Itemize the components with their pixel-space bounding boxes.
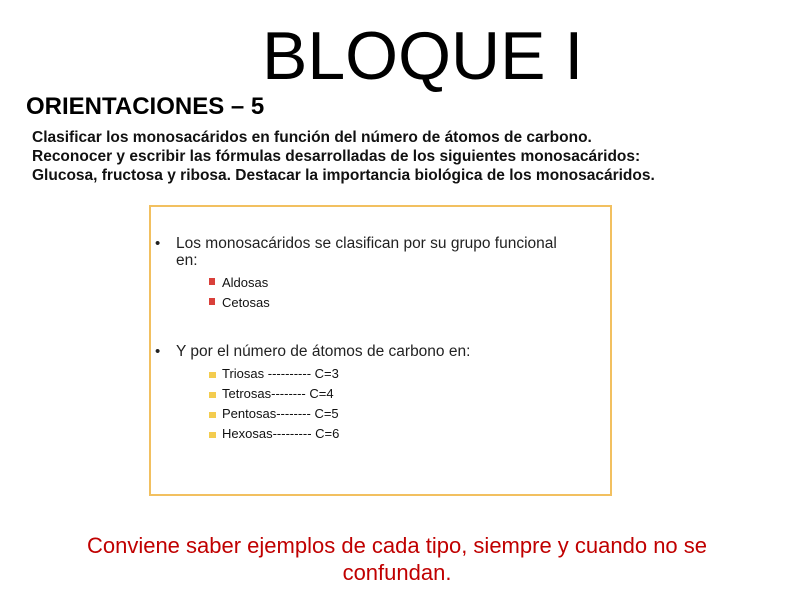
list-item xyxy=(151,384,611,404)
list-item-label: Triosas ---------- C=3 xyxy=(222,366,339,381)
square-bullet-icon xyxy=(209,372,216,378)
bullet-text: Y por el número de átomos de carbono en: xyxy=(176,343,471,360)
bullet-text-continued: en: xyxy=(176,252,198,269)
square-bullet-icon xyxy=(209,278,215,285)
intro-line: Reconocer y escribir las fórmulas desarrolladas de los siguientes monosacáridos: xyxy=(32,148,641,165)
intro-text xyxy=(32,128,782,185)
footer-line: Conviene saber ejemplos de cada tipo, siempre y cuando no se xyxy=(86,533,708,558)
bullet-carbon-count xyxy=(151,343,611,444)
bullet-text: Los monosacáridos se clasifican por su grupo funcional xyxy=(176,235,557,252)
square-bullet-icon xyxy=(209,412,216,418)
slide-subtitle: ORIENTACIONES – 5 xyxy=(26,93,265,120)
intro-line: Clasificar los monosacáridos en función del número de átomos de carbono. xyxy=(32,129,592,146)
square-bullet-icon xyxy=(209,392,216,398)
list-item xyxy=(151,424,611,444)
square-bullet-icon xyxy=(209,432,216,438)
list-item-label: Pentosas-------- C=5 xyxy=(222,406,339,421)
list-item xyxy=(151,404,611,424)
sub-list xyxy=(151,364,611,444)
sub-list xyxy=(151,273,611,313)
footer-note xyxy=(30,532,764,586)
classification-panel xyxy=(149,205,612,496)
slide-title: BLOQUE I xyxy=(262,18,584,94)
bullet-dot-icon: • xyxy=(155,235,161,252)
list-item xyxy=(151,364,611,384)
square-bullet-icon xyxy=(209,298,215,305)
list-item-label: Aldosas xyxy=(222,275,269,290)
list-item xyxy=(151,293,611,313)
bullet-dot-icon: • xyxy=(155,343,161,360)
footer-line: confundan. xyxy=(342,560,452,585)
list-item-label: Hexosas--------- C=6 xyxy=(222,426,340,441)
list-item-label: Cetosas xyxy=(222,295,270,310)
intro-line: Glucosa, fructosa y ribosa. Destacar la importancia biológica de los monosacáridos. xyxy=(32,167,655,184)
bullet-functional-group xyxy=(151,235,611,313)
list-item xyxy=(151,273,611,293)
list-item-label: Tetrosas-------- C=4 xyxy=(222,386,334,401)
